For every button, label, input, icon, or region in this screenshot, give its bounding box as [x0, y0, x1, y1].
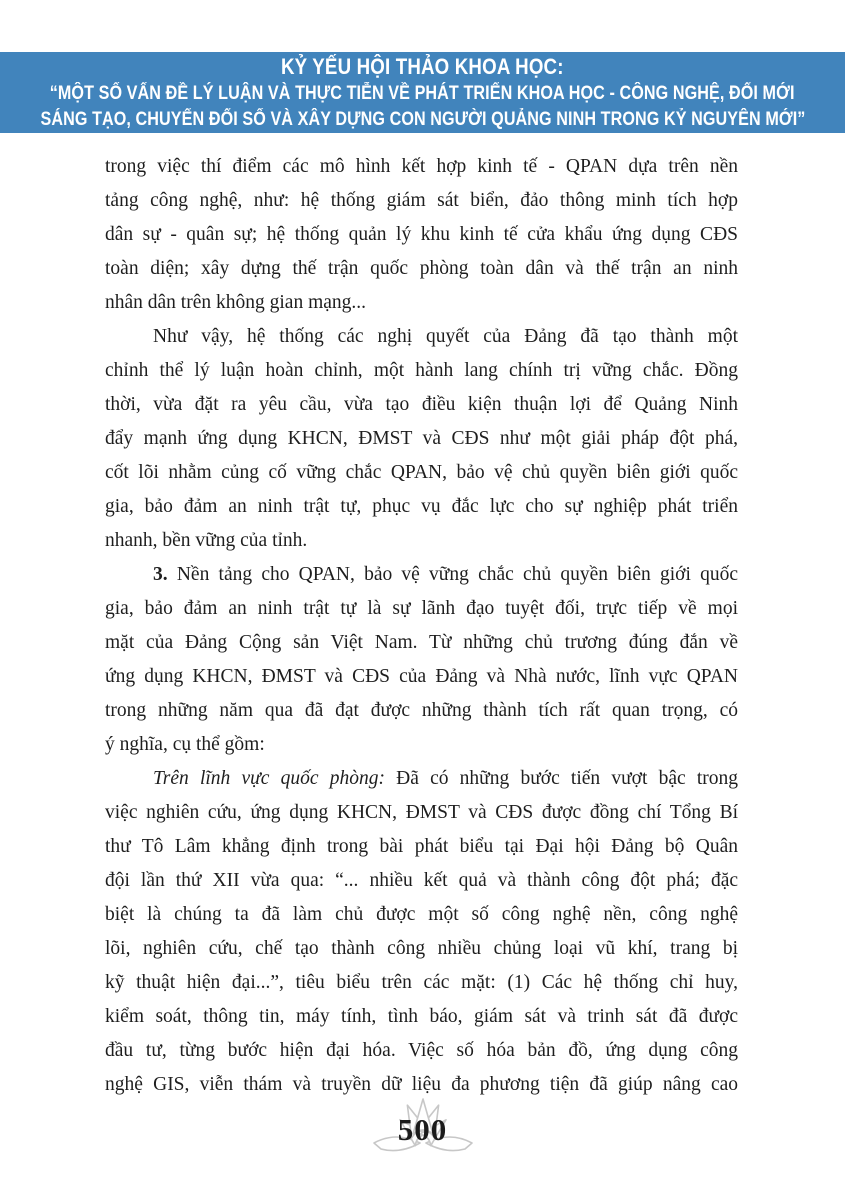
text-line: ứng dụng KHCN, ĐMST và CĐS của Đảng và Nhà nước, lĩnh vực QPAN: [105, 666, 738, 687]
text-line: nhân dân trên không gian mạng...: [105, 292, 367, 313]
paragraph-lead-italic: Trên lĩnh vực quốc phòng:: [153, 768, 385, 789]
text-line: trong những năm qua đã đạt được những thành tích rất quan trọng, có: [105, 700, 738, 721]
text-line: thời, vừa đặt ra yêu cầu, vừa tạo điều kiện thuận lợi để Quảng Ninh: [105, 394, 738, 415]
text-line: đẩy mạnh ứng dụng KHCN, ĐMST và CĐS như một giải pháp đột phá,: [105, 428, 738, 449]
text-line: trong việc thí điểm các mô hình kết hợp kinh tế - QPAN dựa trên nền: [105, 156, 738, 177]
text-line: đội lần thứ XII vừa qua: “... nhiều kết quả và thành công đột phá; đặc: [105, 870, 738, 891]
paragraph: [105, 150, 738, 320]
header-banner: [0, 52, 845, 133]
text-line: toàn diện; xây dựng thế trận quốc phòng toàn dân và thế trận an ninh: [105, 258, 738, 279]
page-footer: [0, 1098, 845, 1170]
text-line: nghệ GIS, viễn thám và truyền dữ liệu đa phương tiện đã giúp nâng cao: [105, 1074, 738, 1095]
text-line: biệt là chúng ta đã làm chủ được một số công nghệ nền, công nghệ: [105, 904, 738, 925]
footer-ornament: [368, 1098, 478, 1164]
text-line: lõi, nghiên cứu, chế tạo thành công nhiều chủng loại vũ khí, trang bị: [105, 938, 738, 959]
text-line: kỹ thuật hiện đại...”, tiêu biểu trên các mặt: (1) Các hệ thống chỉ huy,: [105, 972, 738, 993]
text-line: nhanh, bền vững của tỉnh.: [105, 530, 308, 551]
paragraph: [105, 762, 738, 1102]
text-line: cốt lõi nhằm củng cố vững chắc QPAN, bảo vệ chủ quyền biên giới quốc: [105, 462, 738, 483]
page-number: 500: [397, 1112, 448, 1147]
text-line: thư Tô Lâm khẳng định trong bài phát biểu tại Đại hội Đảng bộ Quân: [105, 836, 738, 857]
paragraph: [105, 320, 738, 558]
section-number: 3.: [153, 564, 168, 585]
text-line: chỉnh thể lý luận hoàn chỉnh, một hành lang chính trị vững chắc. Đồng: [105, 360, 738, 381]
text-line: dân sự - quân sự; hệ thống quản lý khu kinh tế cửa khẩu ứng dụng CĐS: [105, 224, 738, 245]
banner-subtitle-line-1: “MỘT SỐ VẤN ĐỀ LÝ LUẬN VÀ THỰC TIỄN VỀ PHÁT TRIỂN KHOA HỌC - CÔNG NGHỆ, ĐỔI MỚI: [50, 83, 795, 105]
text-line: Trên lĩnh vực quốc phòng: Đã có những bước tiến vượt bậc trong: [153, 768, 738, 789]
paragraph: [105, 558, 738, 762]
text-line: ý nghĩa, cụ thể gồm:: [105, 734, 265, 755]
text-line: việc nghiên cứu, ứng dụng KHCN, ĐMST và CĐS được đồng chí Tổng Bí: [105, 802, 738, 823]
text-line: gia, bảo đảm an ninh trật tự là sự lãnh đạo tuyệt đối, trực tiếp về mọi: [105, 598, 738, 619]
banner-subtitle-line-2: SÁNG TẠO, CHUYỂN ĐỔI SỐ VÀ XÂY DỰNG CON NGƯỜI QUẢNG NINH TRONG KỶ NGUYÊN MỚI”: [40, 109, 805, 131]
text-line: tảng công nghệ, như: hệ thống giám sát biển, đảo thông minh tích hợp: [105, 190, 738, 211]
text-line: 3. Nền tảng cho QPAN, bảo vệ vững chắc chủ quyền biên giới quốc: [153, 564, 739, 585]
body-text: [105, 150, 738, 1102]
text-line: Như vậy, hệ thống các nghị quyết của Đảng đã tạo thành một: [153, 326, 738, 347]
banner-title: KỶ YẾU HỘI THẢO KHOA HỌC:: [281, 54, 564, 80]
text-line: kiểm soát, thông tin, máy tính, tình báo, giám sát và trinh sát đã được: [105, 1006, 738, 1027]
text-line: mặt của Đảng Cộng sản Việt Nam. Từ những chủ trương đúng đắn về: [105, 632, 738, 653]
text-line: gia, bảo đảm an ninh trật tự, phục vụ đắc lực cho sự nghiệp phát triển: [105, 496, 738, 517]
text-line: đầu tư, từng bước hiện đại hóa. Việc số hóa bản đồ, ứng dụng công: [105, 1040, 738, 1061]
